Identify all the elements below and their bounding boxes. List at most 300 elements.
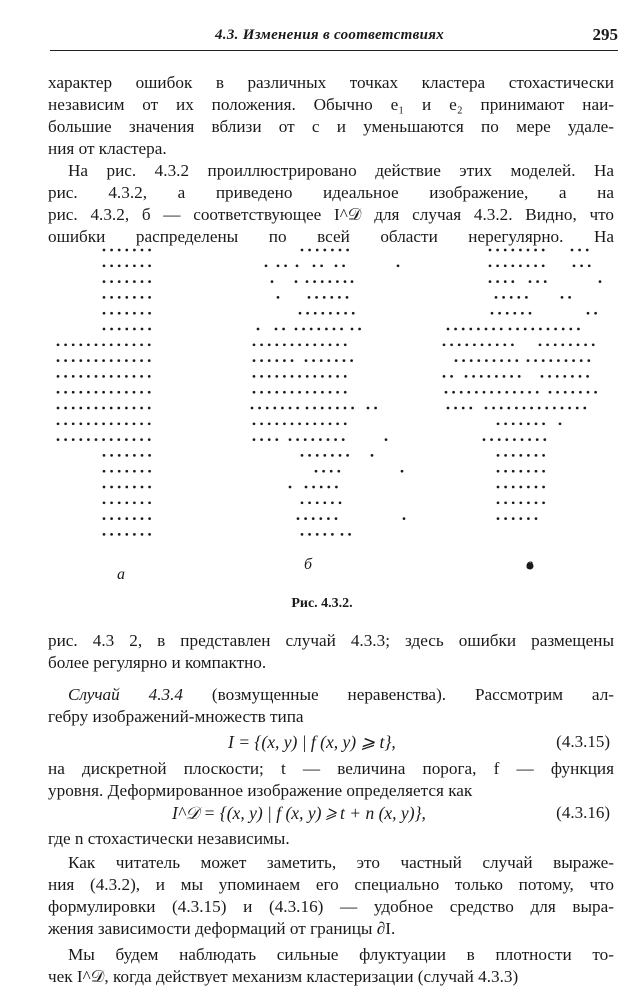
dot-a	[125, 296, 128, 299]
dot-a	[102, 343, 105, 346]
dot-a	[117, 391, 120, 394]
dot-c	[535, 454, 538, 457]
dot-c	[497, 470, 500, 473]
dot-c	[586, 249, 589, 252]
dot-c	[477, 328, 480, 331]
dot-c	[535, 486, 538, 489]
dot-c	[487, 375, 490, 378]
dot-a	[87, 359, 90, 362]
dot-c	[493, 359, 496, 362]
dot-a	[148, 312, 151, 315]
dot-b	[339, 249, 342, 252]
dot-c	[577, 328, 580, 331]
dot-a	[72, 391, 75, 394]
dot-a	[95, 343, 98, 346]
dot-c	[519, 517, 522, 520]
dot-b	[329, 422, 332, 425]
dot-b	[275, 343, 278, 346]
dot-b	[350, 359, 353, 362]
dot-b	[316, 501, 319, 504]
text-line: рис. 4.3.2, а приведено идеальное изображение, а на	[48, 183, 614, 202]
dot-c	[490, 391, 493, 394]
dot-c	[450, 375, 453, 378]
text-line: гебру изображений-множеств типа	[48, 707, 304, 726]
dot-c	[579, 375, 582, 378]
dot-b	[260, 359, 263, 362]
dot-b	[331, 249, 334, 252]
equation-4-3-16: I^𝒟 = {(x, y) | f (x, y) ⩾ t + n (x, y)},	[172, 803, 426, 823]
dot-b	[327, 438, 330, 441]
dot-c	[480, 375, 483, 378]
dot-a	[118, 454, 121, 457]
dot-c	[504, 249, 507, 252]
dot-c	[495, 375, 498, 378]
dot-b	[301, 533, 304, 536]
dot-b	[268, 391, 271, 394]
dot-b	[275, 375, 278, 378]
dot-c	[587, 391, 590, 394]
dot-c	[509, 328, 512, 331]
dot-b	[291, 422, 294, 425]
dot-b	[305, 486, 308, 489]
dot-c	[524, 328, 527, 331]
dot-c	[599, 280, 602, 283]
dot-b	[344, 280, 347, 283]
dot-b	[306, 280, 309, 283]
dot-a	[110, 249, 113, 252]
dot-b	[344, 407, 347, 410]
dot-c	[496, 249, 499, 252]
dot-a	[125, 422, 128, 425]
dot-b	[321, 312, 324, 315]
dot-c	[536, 438, 539, 441]
dot-b	[299, 312, 302, 315]
dot-a	[110, 296, 113, 299]
dot-c	[496, 264, 499, 267]
dot-a	[117, 422, 120, 425]
dot-c	[547, 328, 550, 331]
dot-c	[497, 454, 500, 457]
dot-a	[118, 328, 121, 331]
dot-a	[103, 249, 106, 252]
dot-b	[306, 312, 309, 315]
dot-a	[102, 422, 105, 425]
dot-b	[323, 454, 326, 457]
dot-c	[527, 359, 530, 362]
dot-b	[295, 280, 298, 283]
dot-b	[344, 391, 347, 394]
dot-b	[266, 407, 269, 410]
dot-c	[512, 517, 515, 520]
dot-c	[579, 391, 582, 394]
dot-a	[57, 407, 60, 410]
panel-label-b: б	[304, 556, 313, 573]
dot-b	[268, 359, 271, 362]
dot-a	[110, 517, 113, 520]
dot-a	[133, 454, 136, 457]
dot-c	[460, 391, 463, 394]
dot-b	[313, 375, 316, 378]
dot-a	[148, 454, 151, 457]
dot-b	[298, 391, 301, 394]
dot-c	[544, 280, 547, 283]
dot-c	[475, 391, 478, 394]
dot-b	[346, 296, 349, 299]
text-line: характер ошибок в различных точках кластера стохастически	[48, 73, 614, 92]
dot-c	[502, 296, 505, 299]
dot-b	[281, 407, 284, 410]
equation-number: (4.3.16)	[556, 803, 610, 822]
dot-b	[310, 328, 313, 331]
dot-b	[327, 359, 330, 362]
dot-c	[483, 391, 486, 394]
dot-b	[336, 280, 339, 283]
text-line: рис. 4.3 2, в представлен случай 4.3.3; здесь ошибки размещены	[48, 631, 614, 650]
dot-a	[141, 249, 144, 252]
dot-b	[316, 454, 319, 457]
dot-b	[289, 407, 292, 410]
dot-a	[95, 422, 98, 425]
dot-c	[462, 328, 465, 331]
dot-c	[465, 343, 468, 346]
dot-b	[323, 533, 326, 536]
dot-c	[594, 391, 597, 394]
dot-c	[527, 454, 530, 457]
dot-a	[110, 407, 113, 410]
dot-a	[72, 375, 75, 378]
dot-c	[498, 391, 501, 394]
dot-c	[483, 438, 486, 441]
dot-a	[140, 375, 143, 378]
dot-c	[536, 280, 539, 283]
dot-a	[148, 517, 151, 520]
dot-b	[260, 391, 263, 394]
dot-c	[489, 249, 492, 252]
dot-c	[500, 359, 503, 362]
dot-a	[133, 296, 136, 299]
dot-a	[133, 501, 136, 504]
text-line: жения зависимости деформаций от границы ∂I.	[48, 919, 396, 938]
dot-b	[329, 391, 332, 394]
dot-c	[505, 391, 508, 394]
dot-b	[330, 470, 333, 473]
dot-c	[504, 470, 507, 473]
dot-c	[512, 486, 515, 489]
dot-a	[72, 359, 75, 362]
dot-c	[557, 359, 560, 362]
dot-b	[313, 343, 316, 346]
dot-c	[539, 328, 542, 331]
dot-b	[291, 375, 294, 378]
dot-a	[102, 438, 105, 441]
dot-c	[542, 501, 545, 504]
dot-b	[335, 359, 338, 362]
dot-a	[133, 422, 136, 425]
dot-b	[329, 343, 332, 346]
dot-b	[275, 422, 278, 425]
dot-c	[500, 328, 503, 331]
dot-c	[521, 438, 524, 441]
text-line: уровня. Деформированное изображение определяется как	[48, 781, 473, 800]
dot-c	[571, 391, 574, 394]
text-line	[48, 684, 614, 706]
dot-c	[497, 517, 500, 520]
dot-b	[335, 486, 338, 489]
dot-b	[344, 343, 347, 346]
dot-a	[140, 343, 143, 346]
dot-b	[344, 375, 347, 378]
dot-a	[125, 280, 128, 283]
dot-a	[72, 407, 75, 410]
dot-a	[141, 280, 144, 283]
dot-b	[283, 375, 286, 378]
dot-b	[316, 249, 319, 252]
dot-c	[488, 343, 491, 346]
dot-c	[542, 486, 545, 489]
dot-a	[87, 422, 90, 425]
dot-c	[562, 328, 565, 331]
dot-c	[556, 391, 559, 394]
running-header	[50, 22, 618, 52]
dot-b	[335, 517, 338, 520]
dot-c	[578, 249, 581, 252]
text-line: формулировки (4.3.15) и (4.3.16) — удобное средство для выра-	[48, 897, 614, 916]
dot-a	[140, 391, 143, 394]
dot-a	[125, 533, 128, 536]
dot-c	[576, 407, 579, 410]
dot-c	[534, 249, 537, 252]
dot-b	[298, 422, 301, 425]
dot-b	[260, 438, 263, 441]
dot-a	[118, 470, 121, 473]
dot-b	[351, 280, 354, 283]
dot-c	[586, 375, 589, 378]
dot-b	[277, 264, 280, 267]
dot-a	[79, 407, 82, 410]
dot-c	[504, 422, 507, 425]
dot-a	[148, 391, 151, 394]
dot-b	[291, 391, 294, 394]
text-line: более регулярно и компактно.	[48, 653, 267, 672]
dot-b	[306, 407, 309, 410]
dot-a	[141, 533, 144, 536]
dot-a	[141, 312, 144, 315]
dot-b	[275, 438, 278, 441]
dot-a	[125, 249, 128, 252]
dot-c	[594, 312, 597, 315]
dot-c	[535, 517, 538, 520]
dot-a	[133, 312, 136, 315]
dot-a	[117, 375, 120, 378]
dot-b	[329, 312, 332, 315]
dot-a	[141, 264, 144, 267]
dot-a	[95, 438, 98, 441]
dot-b	[317, 328, 320, 331]
dot-c	[571, 249, 574, 252]
dot-a	[117, 438, 120, 441]
text-line: На рис. 4.3.2 проиллюстрировано действие этих моделей. На	[68, 161, 614, 180]
dot-b	[308, 249, 311, 252]
dot-c	[534, 359, 537, 362]
dot-a	[87, 407, 90, 410]
dot-a	[110, 343, 113, 346]
text-line: Как читатель может заметить, это частный случай выраже-	[68, 853, 614, 872]
dot-a	[95, 391, 98, 394]
dot-b	[296, 407, 299, 410]
dot-c	[462, 359, 465, 362]
dot-a	[148, 501, 151, 504]
dot-b	[265, 264, 268, 267]
dot-b	[351, 328, 354, 331]
dot-b	[268, 375, 271, 378]
dot-b	[260, 375, 263, 378]
dot-a	[125, 486, 128, 489]
dot-b	[273, 407, 276, 410]
dot-a	[133, 470, 136, 473]
dot-b	[348, 533, 351, 536]
dot-b	[330, 296, 333, 299]
dot-b	[291, 359, 294, 362]
dot-c	[506, 312, 509, 315]
dot-b	[313, 280, 316, 283]
dot-c	[527, 264, 530, 267]
dot-b	[291, 343, 294, 346]
dot-b	[333, 328, 336, 331]
dot-b	[344, 422, 347, 425]
dot-a	[118, 296, 121, 299]
dot-b	[321, 391, 324, 394]
dot-a	[125, 359, 128, 362]
dot-a	[148, 296, 151, 299]
dot-a	[133, 359, 136, 362]
dot-b	[313, 264, 316, 267]
dot-c	[521, 312, 524, 315]
dot-b	[343, 359, 346, 362]
dot-c	[572, 359, 575, 362]
dot-b	[315, 296, 318, 299]
dot-c	[542, 470, 545, 473]
dot-c	[538, 407, 541, 410]
dot-a	[103, 517, 106, 520]
dot-c	[518, 375, 521, 378]
dot-b	[298, 375, 301, 378]
text-line: ния (4.3.2), и мы упоминаем его специально только потому, что	[48, 875, 614, 894]
dot-b	[337, 470, 340, 473]
dot-b	[327, 517, 330, 520]
dot-c	[539, 343, 542, 346]
dot-a	[95, 359, 98, 362]
dot-b	[352, 312, 355, 315]
dot-c	[491, 312, 494, 315]
dot-a	[110, 280, 113, 283]
dot-b	[344, 312, 347, 315]
dot-a	[110, 359, 113, 362]
dot-c	[513, 438, 516, 441]
dot-a	[103, 486, 106, 489]
dot-b	[320, 359, 323, 362]
dot-c	[525, 296, 528, 299]
dot-c	[496, 280, 499, 283]
text-line: ошибки распределены по всей области нерегулярно. На	[48, 227, 614, 246]
dot-a	[118, 533, 121, 536]
dot-c	[542, 422, 545, 425]
dot-b	[331, 454, 334, 457]
dot-c	[529, 280, 532, 283]
dot-c	[511, 343, 514, 346]
dot-c	[497, 422, 500, 425]
dot-a	[79, 359, 82, 362]
dot-a	[125, 343, 128, 346]
dot-a	[133, 533, 136, 536]
dot-b	[305, 359, 308, 362]
dot-a	[72, 422, 75, 425]
dot-c	[492, 407, 495, 410]
dot-c	[452, 391, 455, 394]
dot-c	[519, 249, 522, 252]
dot-c	[519, 454, 522, 457]
dot-c	[587, 359, 590, 362]
page-number: 295	[592, 25, 618, 44]
dot-c	[511, 280, 514, 283]
dot-c	[511, 264, 514, 267]
text-line: ния от кластера.	[48, 139, 167, 158]
dot-c	[535, 422, 538, 425]
dot-b	[323, 296, 326, 299]
dot-a	[64, 391, 67, 394]
dot-a	[103, 533, 106, 536]
dot-a	[110, 533, 113, 536]
dot-b	[346, 454, 349, 457]
dot-b	[316, 533, 319, 536]
dot-c	[580, 264, 583, 267]
dot-b	[340, 328, 343, 331]
dot-b	[284, 264, 287, 267]
dot-a	[87, 391, 90, 394]
dot-c	[496, 343, 499, 346]
panel-label-v: в	[526, 556, 533, 573]
dot-c	[455, 359, 458, 362]
dot-a	[125, 501, 128, 504]
text-line: большие значения вблизи от c и уменьшаются по мере удале-	[48, 117, 614, 136]
dot-c	[504, 486, 507, 489]
dot-c	[592, 343, 595, 346]
dot-b	[321, 422, 324, 425]
dot-b	[304, 438, 307, 441]
dot-a	[141, 470, 144, 473]
dot-a	[110, 486, 113, 489]
dot-c	[473, 343, 476, 346]
dot-a	[141, 296, 144, 299]
dot-c	[549, 359, 552, 362]
dot-b	[329, 375, 332, 378]
dot-b	[336, 422, 339, 425]
dot-a	[148, 359, 151, 362]
dot-b	[346, 249, 349, 252]
dot-c	[513, 312, 516, 315]
dot-c	[489, 264, 492, 267]
dot-a	[57, 359, 60, 362]
dot-b	[308, 501, 311, 504]
dot-a	[95, 407, 98, 410]
dot-c	[477, 359, 480, 362]
dot-c	[454, 328, 457, 331]
dot-b	[313, 391, 316, 394]
dot-c	[535, 501, 538, 504]
dot-c	[450, 343, 453, 346]
dot-b	[301, 454, 304, 457]
dot-c	[454, 407, 457, 410]
dot-b	[403, 517, 406, 520]
